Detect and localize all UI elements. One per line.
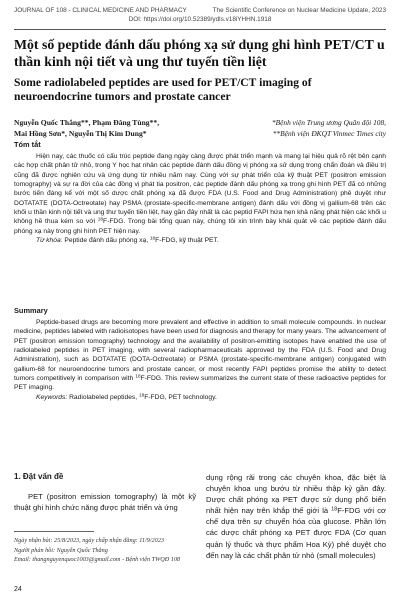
- footnote-responder: Người phản hồi: Nguyễn Quốc Thắng: [14, 546, 108, 554]
- doi-link[interactable]: DOI: https://doi.org/10.52389/ydls.v18iYHHN.1918: [128, 16, 272, 23]
- abstract-vi-heading: Tóm tắt: [14, 140, 41, 149]
- summary-en-body: Peptide-based drugs are becoming more prevalent and effective in addition to small molecule compounds. In nuclear medicine, peptides labeled with radioisotopes have been used for diagnosis and therapy for many years. The advancement of PET (positron emission tomography) technology and the availability of positron-emitting isotopes have enabled the use of radiolabeled peptides in PET imaging, with several radiopharmaceuticals approved by the FDA (U.S. Food and Drug Administration), such as DOTATATE (DOTA-Octreotate) or PSMA (prostate-specific-membrane antigen) conjugated with gallium-68 for neuroendocrine tumors and prostate cancer, or most recently FAPI peptides promise the ability to detect tumors competitively in comparison with $^{18}$F-FDG. This review summarizes the current state of these radioactive peptides for PET imaging.: [14, 319, 386, 392]
- affiliation-2: **Bệnh viện ĐKQT Vinmec Times city: [272, 129, 386, 138]
- title-vietnamese: Một số peptide đánh dấu phóng xạ sử dụng ghi hình PET/CT u thần kinh nội tiết và ung thư tuyến tiền liệt: [14, 37, 385, 69]
- intro-heading: 1. Đặt vấn đề: [14, 472, 64, 481]
- footnote-dates: Ngày nhận bài: 25/8/2023, ngày chấp nhận đăng: 11/9/2023: [14, 537, 164, 544]
- footnote-divider: [14, 531, 94, 532]
- summary-en-heading: Summary: [14, 306, 48, 315]
- conference-name: The Scientific Conference on Nuclear Medicine Update, 2023: [212, 7, 386, 14]
- abstract-vi: [14, 152, 386, 245]
- header-divider: [14, 29, 386, 30]
- running-header: [14, 7, 386, 31]
- author-list: [14, 117, 224, 139]
- author-line-1: Nguyễn Quốc Thắng**, Phạm Đăng Tùng**,: [14, 118, 160, 127]
- journal-name: JOURNAL OF 108 - CLINICAL MEDICINE AND PHARMACY: [14, 7, 187, 14]
- summary-en: [14, 318, 386, 402]
- abstract-vi-body: Hiện nay, các thuốc có cấu trúc peptide đang ngày càng được phát triển mạnh và mang lại hiệu quả rõ rệt bên cạnh các hợp chất phân tử nhỏ, trong Y học hạt nhân các peptide đánh dấu đồng vị phóng xạ sử dụng trong chẩn đoán và điều trị cũng đã được nghiên cứu và ứng dụng từ nhiều năm nay. Cùng với sự phát triển của kỹ thuật PET (positron emission tomography) và sự ra đời của các đồng vị phát tia positron, các peptide đánh dấu phóng xạ trong ghi hình PET đã có những bước tiến đáng kể với một số dược chất phóng xạ đã được FDA (U.S. Food and Drug Administration) phê duyệt như DOTATATE (DOTA-Octreotate) hay PSMA (prostate-specific-membrane antigen) đánh dấu với đồng vị gallium-68 trên các khối u thần kinh nội tiết và ung thư tuyến tiền liệt, hay gần đây nhất là các peptid FAPI hứa hẹn khả năng phát hiện các khối u không hề thua kém so với $^{18}$F-FDG. Trong bài tổng quan này, chúng tôi xin trình bày khái quát về các peptide đánh dấu phóng xạ này trong ghi hình PET hiện nay.: [14, 153, 386, 235]
- abstract-vi-keywords: Từ khóa: Peptide đánh dấu phóng xạ, $^{18}$F-FDG, kỹ thuật PET.: [36, 235, 219, 245]
- intro-right-column: [206, 472, 386, 561]
- title-english: Some radiolabeled peptides are used for PET/CT imaging of neuroendocrine tumors and prostate cancer: [14, 76, 312, 103]
- author-line-2: Mai Hồng Sơn*, Nguyễn Thị Kim Dung*: [14, 129, 147, 138]
- intro-left-column: [14, 491, 196, 513]
- footnote: [14, 536, 204, 565]
- affiliation-1: *Bệnh viện Trung ương Quân đội 108,: [271, 118, 386, 127]
- intro-right-text: dụng rộng rãi trong các chuyên khoa, đặc biệt là chuyên khoa ung bướu từ nhiều thập kỷ gần đây. Dược chất phóng xạ PET được sử dụng phổ biến nhất hiện nay trên khắp thế giới là $^{18}$F-FDG với cơ chế dựa trên sự chuyển hóa của glucose. Phần lớn các dược chất phóng xạ PET được FDA (Cơ quan quản lý thuốc và thực phẩm Hoa Kỳ) phê duyệt cho đến nay là các chất phân tử nhỏ (small molecules): [206, 473, 386, 560]
- affiliations: [236, 117, 386, 139]
- page-number: 24: [14, 586, 22, 593]
- summary-en-keywords: Keywords: Radiolabeled peptides, $^{18}$F-FDG, PET technology.: [36, 392, 217, 401]
- intro-left-text: PET (positron emission tomography) là một kỹ thuật ghi hình chức năng được phát triển và ứng: [14, 492, 196, 513]
- footnote-email[interactable]: Email: thangnguyenquoc1003@gmail.com - Bệnh viện TWQĐ 108: [14, 556, 181, 564]
